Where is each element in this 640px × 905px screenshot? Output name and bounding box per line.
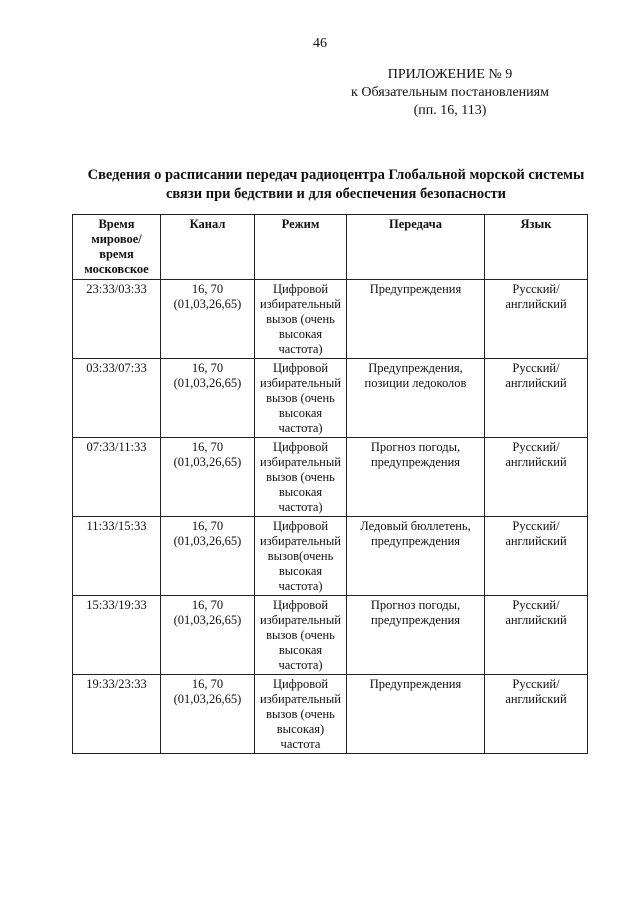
table-row (73, 280, 588, 359)
appendix-clauses: (пп. 16, 113) (413, 103, 487, 118)
cell-channel-line: 16, 70 (191, 519, 224, 533)
cell-transmission-line: предупреждения (370, 534, 461, 548)
cell-mode-line: частота) (278, 342, 323, 356)
cell-mode-line: вызов (очень (266, 707, 335, 721)
header-language: Язык (485, 215, 588, 280)
appendix-reference (300, 66, 600, 120)
cell-language-line: Русский/ (512, 598, 560, 612)
header-time-line: время (99, 247, 134, 261)
cell-language-line: английский (505, 455, 567, 469)
cell-channel-line: (01,03,26,65) (173, 455, 242, 469)
cell-channel-line: (01,03,26,65) (173, 692, 242, 706)
cell-time: 15:33/19:33 (73, 596, 161, 675)
appendix-document: к Обязательным постановлениям (351, 85, 549, 100)
cell-transmission (347, 438, 485, 517)
cell-mode-line: Цифровой (272, 677, 329, 691)
cell-time: 23:33/03:33 (73, 280, 161, 359)
cell-language-line: английский (505, 692, 567, 706)
cell-language (485, 359, 588, 438)
cell-mode (255, 596, 347, 675)
cell-channel (161, 675, 255, 754)
cell-transmission-line: Предупреждения (369, 677, 462, 691)
cell-language (485, 517, 588, 596)
cell-transmission-line: Прогноз погоды, (370, 598, 461, 612)
cell-mode-line: Цифровой (272, 519, 329, 533)
cell-mode-line: избирательный (260, 613, 341, 627)
header-mode: Режим (255, 215, 347, 280)
cell-mode-line: частота) (278, 500, 323, 514)
header-time (73, 215, 161, 280)
cell-transmission (347, 596, 485, 675)
table-row (73, 517, 588, 596)
cell-mode-line: вызов(очень (267, 549, 334, 563)
cell-channel-line: 16, 70 (191, 677, 224, 691)
cell-language (485, 596, 588, 675)
cell-channel-line: 16, 70 (191, 440, 224, 454)
cell-time: 03:33/07:33 (73, 359, 161, 438)
cell-channel-line: 16, 70 (191, 598, 224, 612)
cell-mode (255, 517, 347, 596)
cell-language-line: английский (505, 534, 567, 548)
cell-mode-line: вызов (очень (266, 470, 335, 484)
cell-mode (255, 675, 347, 754)
cell-channel-line: (01,03,26,65) (173, 534, 242, 548)
cell-channel (161, 280, 255, 359)
cell-time: 19:33/23:33 (73, 675, 161, 754)
table-body (73, 280, 588, 754)
cell-mode-line: избирательный (260, 692, 341, 706)
cell-mode-line: частота) (278, 421, 323, 435)
cell-transmission-line: Прогноз погоды, (370, 440, 461, 454)
cell-mode (255, 280, 347, 359)
cell-language (485, 675, 588, 754)
cell-mode-line: частота) (278, 658, 323, 672)
cell-time: 07:33/11:33 (73, 438, 161, 517)
cell-mode-line: высокая (278, 327, 323, 341)
table-header-row (73, 215, 588, 280)
header-time-line: московское (84, 262, 149, 276)
cell-mode (255, 359, 347, 438)
cell-language-line: Русский/ (512, 440, 560, 454)
cell-mode-line: частота (280, 737, 321, 751)
page-number: 46 (313, 36, 327, 51)
cell-mode-line: Цифровой (272, 361, 329, 375)
cell-mode-line: избирательный (260, 455, 341, 469)
broadcast-schedule-table (72, 214, 588, 754)
cell-channel-line: (01,03,26,65) (173, 376, 242, 390)
header-time-line: мировое/ (91, 232, 142, 246)
cell-transmission (347, 280, 485, 359)
cell-mode-line: высокая (278, 643, 323, 657)
cell-mode-line: высокая (278, 564, 323, 578)
title-line-1: Сведения о расписании передач радиоцентра Глобальной морской системы (87, 167, 585, 183)
cell-transmission (347, 517, 485, 596)
table-row (73, 596, 588, 675)
cell-mode-line: избирательный (260, 297, 341, 311)
header-time-line: Время (98, 217, 135, 231)
cell-channel-line: (01,03,26,65) (173, 297, 242, 311)
cell-language-line: английский (505, 613, 567, 627)
cell-channel (161, 517, 255, 596)
cell-transmission-line: Предупреждения (369, 282, 462, 296)
cell-mode-line: избирательный (260, 534, 341, 548)
cell-transmission-line: предупреждения (370, 455, 461, 469)
cell-mode-line: вызов (очень (266, 628, 335, 642)
cell-mode-line: вызов (очень (266, 391, 335, 405)
cell-channel-line: 16, 70 (191, 361, 224, 375)
document-title (60, 166, 612, 204)
cell-language-line: английский (505, 376, 567, 390)
cell-language-line: английский (505, 297, 567, 311)
table-row (73, 438, 588, 517)
cell-language-line: Русский/ (512, 519, 560, 533)
cell-transmission-line: Предупреждения, (368, 361, 463, 375)
cell-channel (161, 359, 255, 438)
cell-mode-line: высокая (278, 406, 323, 420)
cell-transmission (347, 675, 485, 754)
title-line-2: связи при бедствии и для обеспечения безопасности (165, 186, 507, 202)
cell-mode-line: вызов (очень (266, 312, 335, 326)
cell-mode-line: Цифровой (272, 282, 329, 296)
cell-language (485, 280, 588, 359)
cell-language-line: Русский/ (512, 677, 560, 691)
cell-transmission-line: Ледовый бюллетень, (360, 519, 471, 533)
cell-mode-line: Цифровой (272, 598, 329, 612)
header-transmission: Передача (347, 215, 485, 280)
table-row (73, 675, 588, 754)
cell-mode (255, 438, 347, 517)
cell-transmission (347, 359, 485, 438)
cell-channel-line: (01,03,26,65) (173, 613, 242, 627)
cell-channel-line: 16, 70 (191, 282, 224, 296)
cell-channel (161, 596, 255, 675)
cell-time: 11:33/15:33 (73, 517, 161, 596)
cell-mode-line: избирательный (260, 376, 341, 390)
cell-mode-line: Цифровой (272, 440, 329, 454)
cell-mode-line: высокая (278, 485, 323, 499)
cell-transmission-line: предупреждения (370, 613, 461, 627)
cell-language-line: Русский/ (512, 361, 560, 375)
cell-channel (161, 438, 255, 517)
appendix-label: ПРИЛОЖЕНИЕ № 9 (387, 67, 513, 82)
header-channel: Канал (161, 215, 255, 280)
cell-transmission-line: позиции ледоколов (364, 376, 467, 390)
cell-language-line: Русский/ (512, 282, 560, 296)
table-row (73, 359, 588, 438)
cell-language (485, 438, 588, 517)
cell-mode-line: высокая) (276, 722, 325, 736)
cell-mode-line: частота) (278, 579, 323, 593)
